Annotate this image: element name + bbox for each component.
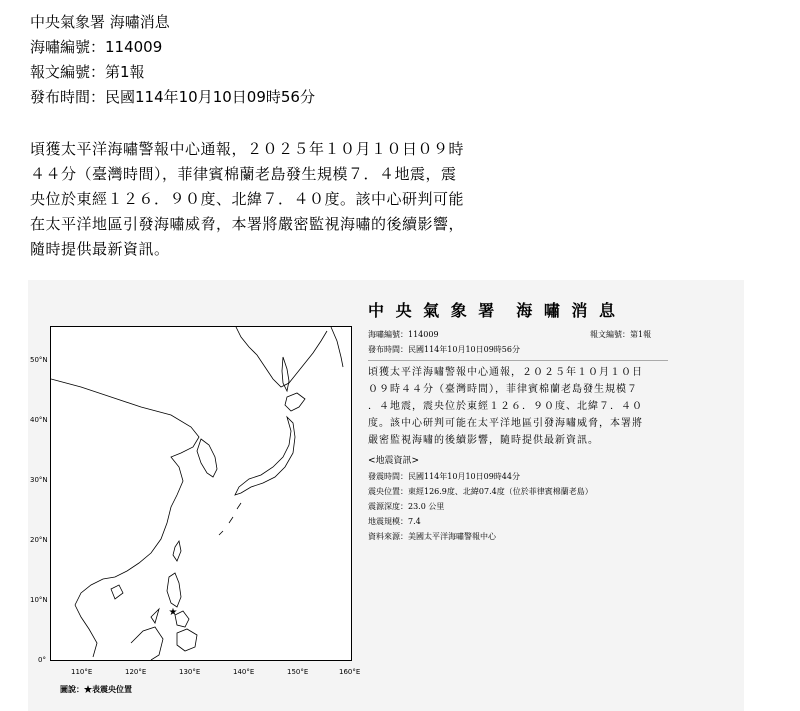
eq-magnitude: 地震規模：7.4 — [368, 517, 421, 526]
divider — [368, 360, 668, 361]
coastline-map — [51, 327, 351, 660]
palawan-coastline — [151, 609, 159, 623]
korea-coastline — [197, 439, 217, 477]
bulletin-line: 在太平洋地區引發海嘯威脅，本署將嚴密監視海嘯的後續影響， — [30, 215, 465, 233]
mindanao-coastline — [177, 629, 197, 651]
report-body — [368, 364, 738, 449]
ryukyu-islands — [219, 503, 241, 535]
japan-coastline — [235, 417, 295, 495]
tsunami-report-image[interactable] — [28, 280, 744, 711]
lon-label: 150°E — [287, 668, 309, 676]
borneo-coastline — [131, 627, 163, 660]
lon-label: 160°E — [339, 668, 361, 676]
report-body-line: 度。該中心研判可能在太平洋地區引發海嘯威脅，本署將 — [368, 418, 643, 429]
bulletin-header — [30, 10, 315, 110]
bulletin-line: ４４分（臺灣時間），菲律賓棉蘭老島發生規模７．４地震，震 — [30, 165, 457, 183]
eq-time: 發震時間：民國114年10月10日09時44分 — [368, 472, 520, 481]
tsunami-number: 海嘯編號：114009 — [30, 38, 163, 56]
map-panel — [28, 280, 361, 711]
taiwan-coastline — [173, 541, 181, 561]
eq-depth: 震源深度：23.0 公里 — [368, 502, 445, 511]
eq-source: 資料來源：美國太平洋海嘯警報中心 — [368, 532, 496, 541]
bulletin-line: 隨時提供最新資訊。 — [30, 240, 170, 258]
lat-label: 20°N — [30, 536, 48, 544]
indochina-coastline — [75, 605, 97, 657]
lon-label: 140°E — [233, 668, 255, 676]
russia-coastline — [236, 327, 327, 387]
luzon-coastline — [167, 573, 181, 607]
report-tsunami-number: 海嘯編號：114009 — [368, 330, 439, 339]
bulletin-line: 頃獲太平洋海嘯警報中心通報，２０２５年１０月１０日０９時 — [30, 140, 465, 158]
kamchatka-coastline — [331, 327, 343, 367]
bulletin-line: 央位於東經１２６．９０度、北緯７．４０度。該中心研判可能 — [30, 190, 465, 208]
report-body-line: 頃獲太平洋海嘯警報中心通報，２０２５年１０月１０日 — [368, 367, 643, 378]
report-info-panel — [368, 298, 738, 544]
report-body-line: 嚴密監視海嘯的後續影響，隨時提供最新資訊。 — [368, 435, 599, 446]
report-report-number: 報文編號：第1報 — [590, 330, 652, 339]
lon-label: 120°E — [125, 668, 147, 676]
hokkaido-coastline — [285, 393, 305, 411]
report-body-line: ．４地震，震央位於東經１２６．９０度、北緯７．４０ — [368, 401, 643, 412]
eq-location: 震央位置：東經126.9度、北緯07.4度（位於菲律賓棉蘭老島） — [368, 487, 593, 496]
lat-label: 50°N — [30, 356, 48, 364]
report-issue-time: 發布時間：民國114年10月10日09時56分 — [368, 345, 520, 354]
lon-label: 110°E — [71, 668, 93, 676]
report-body-line: ０９時４４分（臺灣時間），菲律賓棉蘭老島發生規模７ — [368, 384, 638, 395]
report-number: 報文編號：第1報 — [30, 63, 145, 81]
bulletin-paragraph — [30, 137, 500, 262]
lat-label: 40°N — [30, 416, 48, 424]
lat-label: 30°N — [30, 476, 48, 484]
issue-time: 發布時間：民國114年10月10日09時56分 — [30, 88, 315, 106]
report-title: 中 央 氣 象 署 海 嘯 消 息 — [368, 301, 618, 320]
report-number-row — [368, 327, 738, 342]
lat-label: 10°N — [30, 596, 48, 604]
epicenter-star: ★ — [168, 607, 178, 619]
lon-label: 130°E — [179, 668, 201, 676]
map-frame — [50, 326, 352, 661]
map-legend: 圖說：★表震央位置 — [60, 684, 132, 694]
eq-section-title: <地震資訊> — [368, 456, 420, 466]
china-coastline — [51, 379, 199, 605]
agency-title: 中央氣象署 海嘯消息 — [30, 13, 170, 31]
hainan-coastline — [111, 585, 123, 599]
lat-label: 0° — [38, 656, 46, 664]
